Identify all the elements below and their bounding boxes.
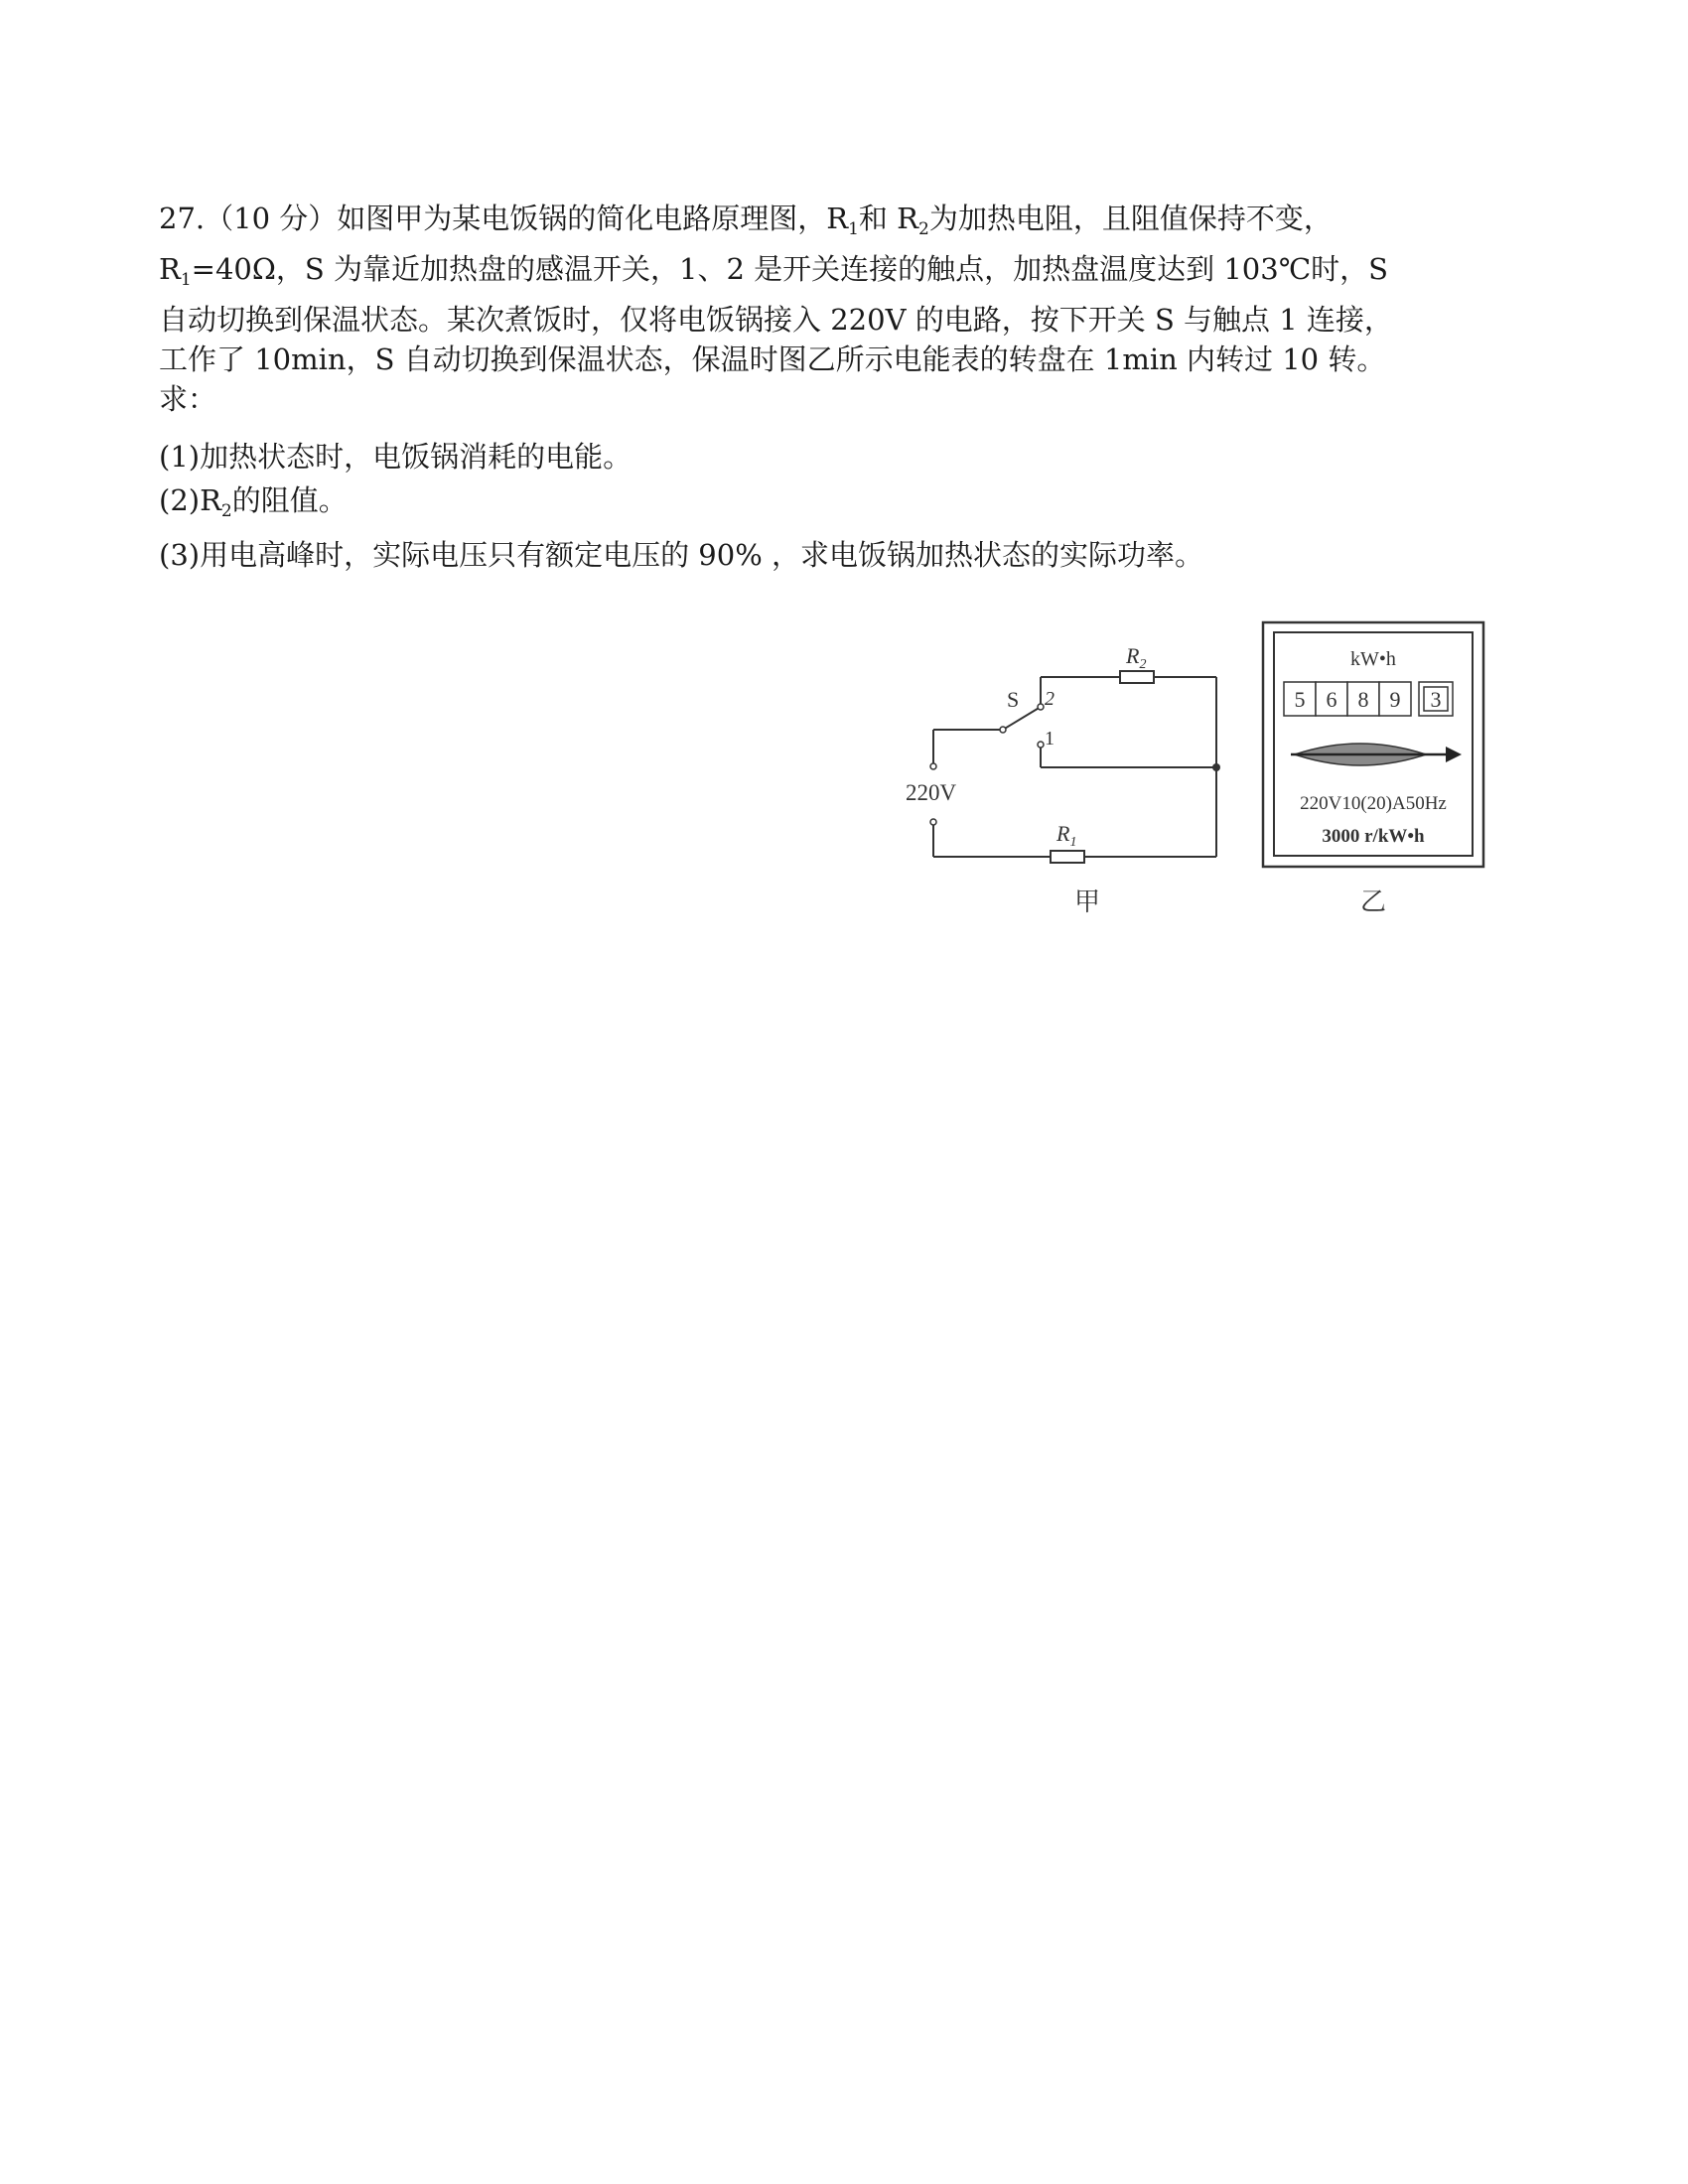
question-text: =40Ω，S 为靠近加热盘的感温开关，1、2 是开关连接的触点，加热盘温度达到 103℃时，S [191,252,1389,286]
r1-label: $R_1$ [1056,821,1077,850]
contact-1 [1038,742,1044,748]
question-text: 如图甲为某电饭锅的简化电路原理图，R [337,202,849,235]
subscript: 1 [848,219,859,239]
question-score: （10 分） [205,202,338,235]
part-2-text: (2)R [159,483,221,517]
terminal-bottom [930,819,936,825]
terminal-top [930,763,936,769]
meter-digit: 9 [1389,687,1401,712]
meter-digit: 5 [1294,687,1306,712]
question-text: 为加热电阻，且阻值保持不变， [928,202,1333,235]
question-parts [159,435,1539,577]
meter-rating-label: 220V10(20)A50Hz [1300,793,1447,814]
subscript: 1 [180,270,192,290]
question-line-5: 求： [159,382,217,416]
question-line-3: 自动切换到保温状态。某次煮饭时，仅将电饭锅接入 220V 的电路，按下开关 S 与触点 1 连接， [159,303,1393,337]
figure-caption-jia: 甲 [1074,887,1101,917]
subscript: 2 [917,219,929,239]
figure-caption-yi: 乙 [1359,887,1387,917]
question-line-4: 工作了 10min，S 自动切换到保温状态，保温时图乙所示电能表的转盘在 1min 内转过 10 转。 [159,342,1386,376]
part-3: (3)用电高峰时，实际电压只有额定电压的 90% ，求电饭锅加热状态的实际功率。 [159,538,1203,572]
switch-label: S [1007,687,1020,712]
voltage-label: 220V [906,780,957,805]
part-2-text: 的阻值。 [231,483,348,517]
junction-dot [1212,763,1220,771]
contact-2-label: 2 [1045,688,1055,710]
part-2 [159,478,1539,533]
switch-pivot [1000,727,1006,733]
question-text: R [159,252,181,286]
meter-constant-label: 3000 r/kW•h [1322,826,1425,847]
meter-digit: 6 [1326,687,1337,712]
question-27 [159,199,1539,577]
subscript: 2 [220,501,232,521]
meter-digit: 8 [1357,687,1369,712]
question-number: 27. [159,202,206,235]
meter-digit: 3 [1430,687,1442,712]
r1-resistor [1051,851,1084,863]
r2-label: $R_2$ [1126,643,1147,672]
circuit-diagram [906,625,1251,923]
meter-unit-label: kW•h [1350,648,1396,670]
question-line-2 [159,249,1539,300]
contact-1-label: 1 [1045,728,1055,750]
question-text: 和 R [858,202,918,235]
r2-resistor [1120,671,1154,683]
electricity-meter [1251,615,1489,923]
question-line-1 [159,199,1539,249]
contact-2 [1038,704,1044,710]
part-1: (1)加热状态时，电饭锅消耗的电能。 [159,440,633,474]
